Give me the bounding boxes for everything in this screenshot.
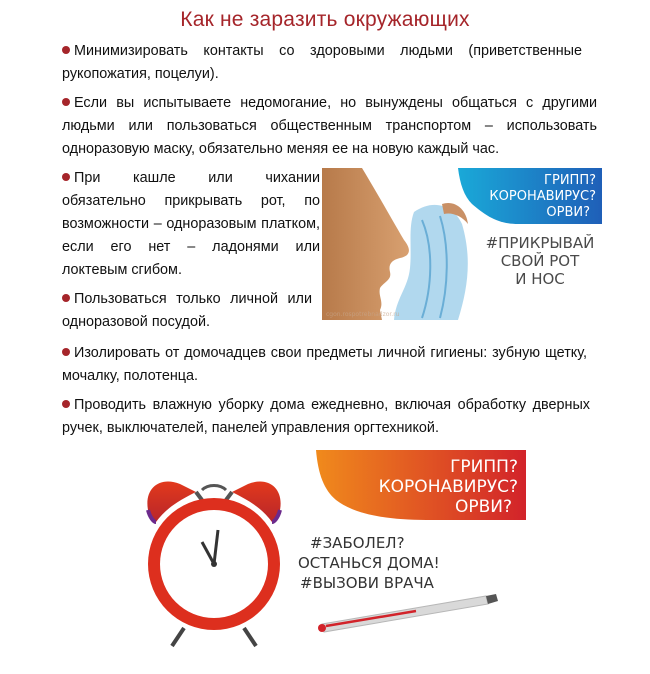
list-item: При кашле или чихании обязательно прикрывать рот, по возможности – одноразовым платком, если его нет – ладонями или локтевым сгибом. [62, 167, 320, 282]
banner-line: КОРОНАВИРУС? [378, 477, 518, 497]
list-item: Пользоваться только личной или одноразовой посудой. [62, 288, 312, 334]
watermark: cgon.rospotrebnadzor.ru [326, 311, 400, 318]
banner-line: ГРИПП? [450, 457, 518, 477]
banner-line: ОРВИ? [546, 205, 590, 220]
page-title: Как не заразить окружающих [180, 8, 470, 31]
slogan-line: СВОЙ РОТ [500, 252, 580, 270]
banner-line: КОРОНАВИРУС? [489, 189, 596, 204]
list-item: Если вы испытываете недомогание, но вынуждены общаться с другими людьми или пользоваться общественным транспортом – использовать одноразовую маску, обязательно меняя ее на новую каждый час. [62, 92, 597, 161]
slogan-line: ОСТАНЬСЯ ДОМА! [298, 554, 440, 572]
cover-mouth-poster [322, 168, 602, 320]
slogan-line: #ПРИКРЫВАЙ [485, 234, 595, 252]
list-item: Минимизировать контакты со здоровыми людьми (приветственные рукопожатия, поцелуи). [62, 40, 582, 86]
alarm-clock-icon [147, 482, 280, 646]
list-item: Изолировать от домочадцев свои предметы личной гигиены: зубную щетку, мочалку, полотенца. [62, 342, 587, 388]
slogan-line: И НОС [515, 270, 565, 288]
banner-line: ОРВИ? [454, 497, 512, 517]
stay-home-poster [136, 448, 536, 668]
slogan-line: #ВЫЗОВИ ВРАЧА [300, 574, 434, 592]
slogan-line: #ЗАБОЛЕЛ? [310, 534, 405, 552]
banner-line: ГРИПП? [544, 173, 596, 188]
thermometer-icon [318, 594, 498, 632]
list-item: Проводить влажную уборку дома ежедневно, включая обработку дверных ручек, выключателей, панелей управления оргтехникой. [62, 394, 590, 440]
face-silhouette [322, 168, 409, 320]
